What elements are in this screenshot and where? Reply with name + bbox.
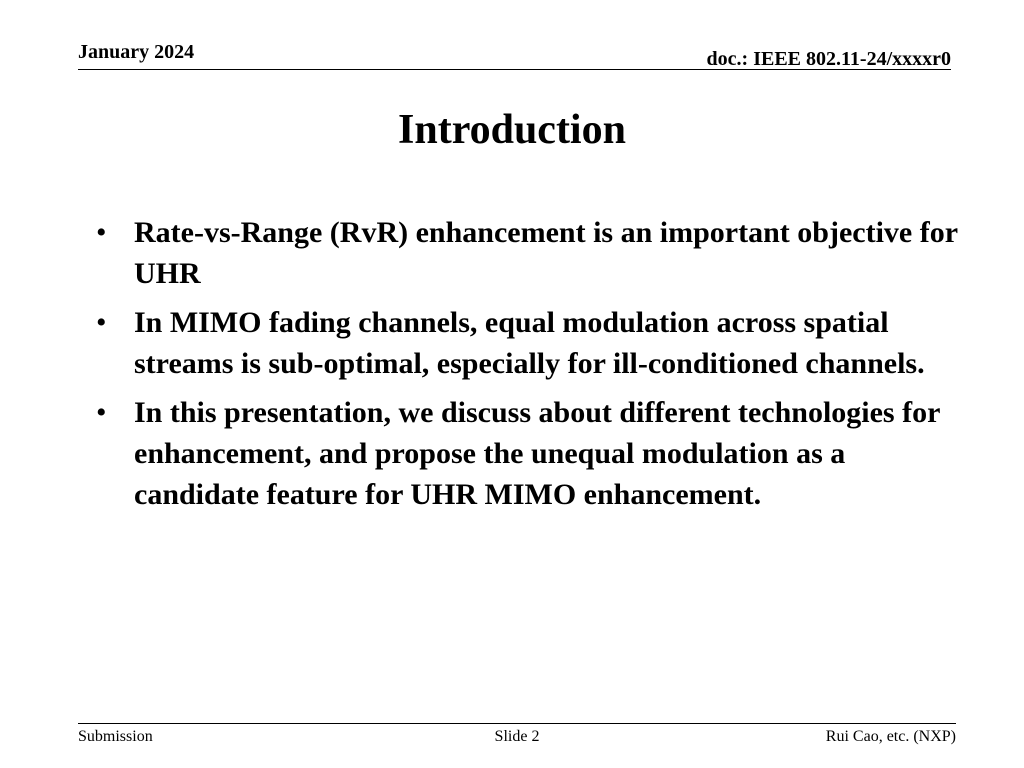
bullet-text: Rate-vs-Range (RvR) enhancement is an important objective for UHR	[134, 216, 958, 290]
bullet-icon: •	[96, 396, 107, 429]
bullet-text: In MIMO fading channels, equal modulation across spatial streams is sub-optimal, especially for ill-conditioned channels.	[134, 306, 925, 380]
bullet-item	[96, 302, 976, 384]
header-date: January 2024	[78, 41, 195, 63]
footer-slide-number: Slide 2	[494, 728, 540, 745]
bullet-item	[96, 392, 976, 515]
footer-submission: Submission	[78, 728, 153, 745]
bullet-text: In this presentation, we discuss about different technologies for enhancement, and propose the unequal modulation as a candidate feature for UHR MIMO enhancement.	[134, 396, 940, 511]
header-doc-id: doc.: IEEE 802.11-24/xxxxr0	[706, 48, 951, 70]
bullet-item	[96, 212, 976, 294]
header-divider	[78, 69, 951, 70]
bullet-icon: •	[96, 216, 107, 249]
bullet-list	[96, 212, 976, 523]
footer-divider	[78, 723, 956, 724]
slide-title: Introduction	[398, 107, 626, 153]
bullet-icon: •	[96, 306, 107, 339]
footer-author: Rui Cao, etc. (NXP)	[825, 728, 956, 745]
